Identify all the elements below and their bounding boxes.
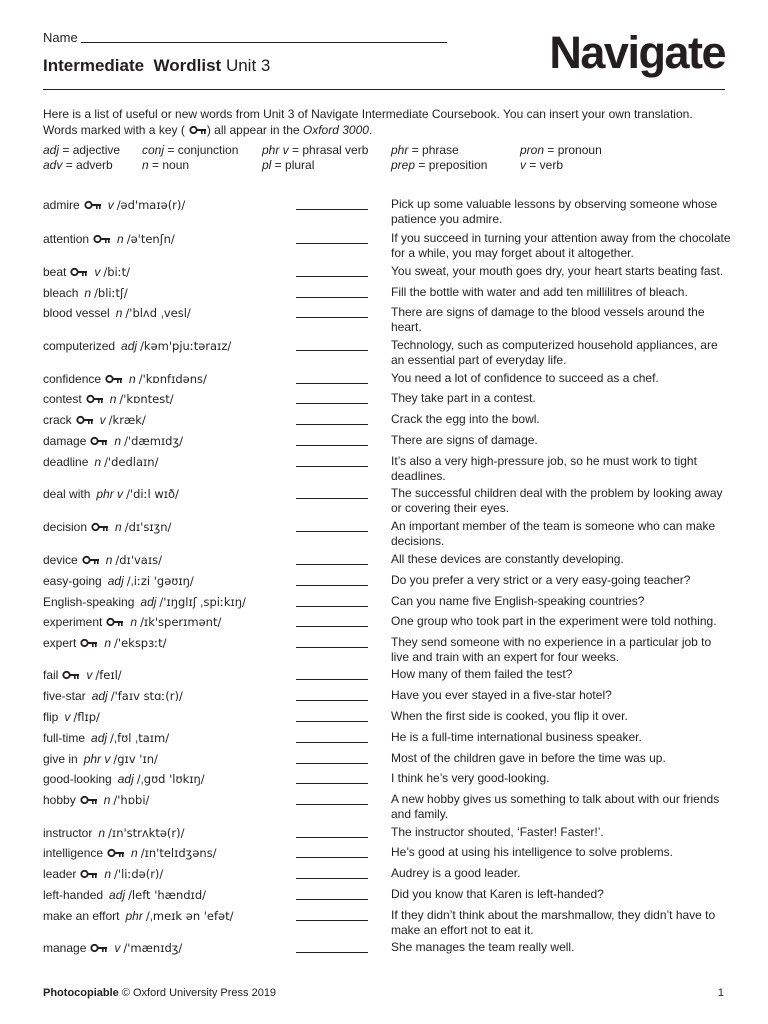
key-icon <box>189 124 207 136</box>
title-unit: Unit 3 <box>225 56 271 75</box>
entry-word: good-looking <box>43 772 112 786</box>
intro-mid: ) all appear in the <box>206 122 303 137</box>
entry-pronunciation: /'ɪŋglɪʃ ˌspiːkɪŋ/ <box>159 595 246 609</box>
entry-headword <box>43 286 128 300</box>
entry-pronunciation: /gɪv 'ɪn/ <box>113 752 158 766</box>
entry-word: device <box>43 553 78 567</box>
entry-word: instructor <box>43 826 93 840</box>
entry-word: deal with <box>43 487 91 501</box>
entry-part-of-speech: n <box>115 520 122 534</box>
entry-word: contest <box>43 392 82 406</box>
entry-headword <box>43 793 149 807</box>
abbreviation-item <box>262 143 368 159</box>
entry-pronunciation: /dɪ'vaɪs/ <box>115 553 162 567</box>
translation-blank[interactable] <box>296 209 368 210</box>
translation-blank[interactable] <box>296 383 368 384</box>
entry-pronunciation: /ˌmeɪk ən 'efət/ <box>145 909 234 923</box>
entry-pronunciation: /kəm'pjuːtəraɪz/ <box>140 339 232 353</box>
abbreviation: adv <box>43 158 63 172</box>
entry-part-of-speech: n <box>103 793 111 807</box>
entry-example: Fill the bottle with water and add ten millilitres of bleach. <box>391 285 688 299</box>
key-icon <box>106 616 124 628</box>
abbreviation: adj <box>43 143 60 157</box>
entry-pronunciation: /əd'maɪə(r)/ <box>116 198 186 212</box>
key-icon <box>107 847 125 859</box>
footer-copyright <box>43 987 276 999</box>
entry-part-of-speech: n <box>104 636 112 650</box>
key-icon <box>93 233 111 245</box>
entry-headword <box>43 888 206 902</box>
abbreviation-item <box>43 143 120 159</box>
translation-blank[interactable] <box>296 243 368 244</box>
translation-blank[interactable] <box>296 317 368 318</box>
intro-post: . <box>368 122 373 137</box>
entry-example: It’s also a very high-pressure job, so he must work to tight deadlines. <box>391 454 697 483</box>
entry-headword <box>43 941 182 955</box>
translation-blank[interactable] <box>296 899 368 900</box>
entry-headword <box>43 710 100 724</box>
entry-example: Audrey is a good leader. <box>391 866 521 880</box>
entry-pronunciation: /ə'tenʃn/ <box>126 232 175 246</box>
entry-part-of-speech: n <box>105 553 113 567</box>
entry-word: deadline <box>43 455 89 469</box>
entry-part-of-speech: n <box>130 615 138 629</box>
abbreviation: conj <box>142 143 165 157</box>
entry-headword <box>43 392 174 406</box>
entry-part-of-speech: adj <box>91 689 108 703</box>
abbreviation-item <box>43 158 113 174</box>
entry-word: English-speaking <box>43 595 135 609</box>
entry-word: bleach <box>43 286 79 300</box>
entry-part-of-speech: v <box>114 941 121 955</box>
translation-blank[interactable] <box>296 783 368 784</box>
intro-text <box>43 107 733 138</box>
entry-part-of-speech: adj <box>117 772 134 786</box>
entry-example: Can you name five English-speaking countries? <box>391 594 645 608</box>
entry-pronunciation: /ˌfʊl ˌtaɪm/ <box>110 731 170 745</box>
key-icon <box>90 435 108 447</box>
entry-headword <box>43 615 221 629</box>
entry-word: leader <box>43 867 77 881</box>
copyright-text: © Oxford University Press 2019 <box>118 987 277 999</box>
entry-example: If you succeed in turning your attention away from the chocolate for a while, you may forget about it altogether. <box>391 231 731 260</box>
entry-part-of-speech: n <box>114 434 122 448</box>
entry-word: confidence <box>43 372 102 386</box>
entry-headword <box>43 826 185 840</box>
abbreviation-item <box>391 158 487 174</box>
page-title <box>43 56 270 76</box>
entry-part-of-speech: phr v <box>96 487 124 501</box>
entry-example: Did you know that Karen is left-handed? <box>391 887 604 901</box>
entry-part-of-speech: n <box>115 306 123 320</box>
entry-headword <box>43 434 183 448</box>
translation-blank[interactable] <box>296 585 368 586</box>
translation-blank[interactable] <box>296 466 368 467</box>
entry-example: Have you ever stayed in a five-star hotel? <box>391 688 612 702</box>
entry-headword <box>43 198 185 212</box>
key-icon <box>82 554 100 566</box>
abbreviation-meaning: = pronoun <box>544 143 602 157</box>
entry-word: manage <box>43 941 87 955</box>
entry-example: You sweat, your mouth goes dry, your heart starts beating fast. <box>391 264 724 278</box>
entry-pronunciation: /'kɒntest/ <box>119 392 174 406</box>
entry-example: There are signs of damage. <box>391 433 538 447</box>
abbreviation: pl <box>262 158 272 172</box>
entry-example: They send someone with no experience in a particular job to live and train with an expert for four weeks. <box>391 635 712 664</box>
entry-example: Crack the egg into the bowl. <box>391 412 540 426</box>
entry-word: crack <box>43 413 72 427</box>
entry-part-of-speech: adj <box>91 731 108 745</box>
entry-example: One group who took part in the experiment were told nothing. <box>391 614 717 628</box>
entry-pronunciation: /'diːl wɪð/ <box>126 487 179 501</box>
entry-word: damage <box>43 434 87 448</box>
entry-pronunciation: /ˌiːzi 'gəʊɪŋ/ <box>126 574 194 588</box>
entry-pronunciation: /left 'hændɪd/ <box>128 888 206 902</box>
entry-headword <box>43 574 194 588</box>
translation-blank[interactable] <box>296 564 368 565</box>
translation-blank[interactable] <box>296 679 368 680</box>
entry-word: five-star <box>43 689 86 703</box>
entry-headword <box>43 772 205 786</box>
key-icon <box>76 414 94 426</box>
abbreviation-meaning: = adjective <box>59 143 121 157</box>
translation-blank[interactable] <box>296 700 368 701</box>
entry-pronunciation: /'kɒnfɪdəns/ <box>138 372 207 386</box>
entry-headword <box>43 339 231 353</box>
abbreviation-item <box>520 143 602 159</box>
abbreviation: phr <box>391 143 409 157</box>
abbreviation: n <box>142 158 149 172</box>
translation-blank[interactable] <box>296 424 368 425</box>
abbreviation-item <box>142 143 238 159</box>
abbreviation-meaning: = noun <box>148 158 190 172</box>
key-icon <box>84 199 102 211</box>
abbreviation-meaning: = conjunction <box>164 143 239 157</box>
entry-example: An important member of the team is someone who can make decisions. <box>391 519 716 548</box>
translation-blank[interactable] <box>296 445 368 446</box>
translation-blank[interactable] <box>296 804 368 805</box>
entry-word: full-time <box>43 731 86 745</box>
translation-blank[interactable] <box>296 606 368 607</box>
translation-blank[interactable] <box>296 742 368 743</box>
entry-part-of-speech: adj <box>107 574 124 588</box>
intro-pre: Words marked with a key ( <box>43 122 185 137</box>
abbreviation-item <box>262 158 314 174</box>
translation-blank[interactable] <box>296 952 368 953</box>
entry-part-of-speech: n <box>84 286 92 300</box>
entry-example: I think he’s very good-looking. <box>391 771 550 785</box>
key-icon <box>80 794 98 806</box>
entry-part-of-speech: n <box>129 372 136 386</box>
entry-part-of-speech: n <box>131 846 138 860</box>
entry-example: When the first side is cooked, you flip it over. <box>391 709 628 723</box>
abbreviation-item <box>142 158 189 174</box>
entry-pronunciation: /ɪn'strʌktə(r)/ <box>108 826 185 840</box>
entry-word: give in <box>43 752 78 766</box>
translation-blank[interactable] <box>296 837 368 838</box>
key-icon <box>70 266 88 278</box>
entry-example: Do you prefer a very strict or a very easy-going teacher? <box>391 573 691 587</box>
entry-word: intelligence <box>43 846 104 860</box>
entry-word: fail <box>43 668 59 682</box>
entry-headword <box>43 752 158 766</box>
entry-example: You need a lot of confidence to succeed as a chef. <box>391 371 659 385</box>
entry-headword <box>43 636 166 650</box>
entry-word: easy-going <box>43 574 102 588</box>
entry-part-of-speech: adj <box>140 595 157 609</box>
entry-example: How many of them failed the test? <box>391 667 573 681</box>
entry-example: The successful children deal with the problem by looking away or covering their eyes. <box>391 486 723 515</box>
entry-pronunciation: /biːt/ <box>103 265 130 279</box>
entry-pronunciation: /ˌgʊd 'lʊkɪŋ/ <box>136 772 205 786</box>
entry-headword <box>43 867 163 881</box>
page-number: 1 <box>717 987 724 999</box>
translation-blank[interactable] <box>296 297 368 298</box>
abbreviation-item <box>520 158 563 174</box>
entry-pronunciation: /'faɪv stɑː(r)/ <box>110 689 183 703</box>
entry-pronunciation: /'mænɪdʒ/ <box>123 941 183 955</box>
entry-pronunciation: /'dedlaɪn/ <box>104 455 159 469</box>
entry-pronunciation: /feɪl/ <box>95 668 122 682</box>
entry-part-of-speech: n <box>109 392 117 406</box>
entry-example: He’s good at using his intelligence to solve problems. <box>391 845 673 859</box>
entry-headword <box>43 455 158 469</box>
abbreviation-meaning: = verb <box>526 158 564 172</box>
entry-word: left-handed <box>43 888 104 902</box>
entry-pronunciation: /ɪk'sperɪmənt/ <box>140 615 222 629</box>
intro-line-1: Here is a list of useful or new words from Unit 3 of Navigate Intermediate Coursebook. You can insert your own translation. <box>43 107 693 121</box>
entry-pronunciation: /flɪp/ <box>73 710 100 724</box>
entry-example: She manages the team really well. <box>391 940 575 954</box>
entry-word: computerized <box>43 339 116 353</box>
entry-part-of-speech: phr v <box>83 752 111 766</box>
abbreviation-meaning: = plural <box>271 158 315 172</box>
key-icon <box>62 669 80 681</box>
entry-word: hobby <box>43 793 76 807</box>
abbreviation: pron <box>520 143 545 157</box>
entry-example: Technology, such as computerized household appliances, are an essential part of everyday life. <box>391 338 718 367</box>
abbreviation: prep <box>391 158 416 172</box>
entry-word: attention <box>43 232 90 246</box>
entry-headword <box>43 487 179 501</box>
key-icon <box>90 942 108 954</box>
abbreviation-meaning: = phrasal verb <box>288 143 369 157</box>
name-line <box>81 42 447 43</box>
translation-blank[interactable] <box>296 498 368 499</box>
key-icon <box>86 393 104 405</box>
entry-example: A new hobby gives us something to talk about with our friends and family. <box>391 792 720 821</box>
entry-pronunciation: /ɪn'telɪdʒəns/ <box>140 846 217 860</box>
intro-line-2 <box>43 123 733 139</box>
translation-blank[interactable] <box>296 647 368 648</box>
translation-blank[interactable] <box>296 857 368 858</box>
entry-word: flip <box>43 710 59 724</box>
entry-headword <box>43 265 130 279</box>
translation-blank[interactable] <box>296 403 368 404</box>
title-wordlist: Intermediate Wordlist <box>43 56 222 75</box>
entry-example: Most of the children gave in before the time was up. <box>391 751 666 765</box>
translation-blank[interactable] <box>296 763 368 764</box>
entry-part-of-speech: v <box>107 198 114 212</box>
abbreviation-meaning: = preposition <box>415 158 488 172</box>
entry-example: Pick up some valuable lessons by observing someone whose patience you admire. <box>391 197 718 226</box>
entry-word: make an effort <box>43 909 120 923</box>
translation-blank[interactable] <box>296 350 368 351</box>
entry-pronunciation: /'hɒbi/ <box>113 793 150 807</box>
entry-pronunciation: /dɪ'sɪʒn/ <box>124 520 172 534</box>
entry-word: beat <box>43 265 67 279</box>
entry-part-of-speech: n <box>94 455 102 469</box>
translation-blank[interactable] <box>296 531 368 532</box>
entry-headword <box>43 306 191 320</box>
entry-word: expert <box>43 636 77 650</box>
entry-part-of-speech: n <box>98 826 106 840</box>
entry-headword <box>43 520 171 534</box>
translation-blank[interactable] <box>296 626 368 627</box>
abbreviation: v <box>520 158 526 172</box>
translation-blank[interactable] <box>296 276 368 277</box>
entry-headword <box>43 413 146 427</box>
intro-oxford3000: Oxford 3000 <box>302 122 369 137</box>
entry-headword <box>43 909 234 923</box>
entry-part-of-speech: adj <box>121 339 138 353</box>
entry-example: If they didn’t think about the marshmallow, they didn’t have to make an effort not to eat it. <box>391 908 716 937</box>
entry-part-of-speech: v <box>99 413 106 427</box>
brand-logo: Navigate <box>549 27 725 78</box>
entry-word: decision <box>43 520 88 534</box>
entry-pronunciation: /'ekspɜːt/ <box>114 636 167 650</box>
photocopiable-label: Photocopiable <box>43 987 119 999</box>
entry-example: They take part in a contest. <box>391 391 536 405</box>
entry-example: He is a full-time international business speaker. <box>391 730 642 744</box>
entry-pronunciation: /bliːtʃ/ <box>94 286 128 300</box>
entry-part-of-speech: n <box>104 867 112 881</box>
translation-blank[interactable] <box>296 721 368 722</box>
entry-part-of-speech: phr <box>125 909 143 923</box>
entry-word: admire <box>43 198 80 212</box>
entry-example: All these devices are constantly developing. <box>391 552 624 566</box>
entry-part-of-speech: v <box>86 668 93 682</box>
entry-part-of-speech: v <box>94 265 101 279</box>
entry-headword <box>43 553 162 567</box>
key-icon <box>91 521 109 533</box>
entry-headword <box>43 232 175 246</box>
entry-part-of-speech: adj <box>109 888 126 902</box>
entry-example: The instructor shouted, ‘Faster! Faster!’. <box>391 825 604 839</box>
entry-headword <box>43 731 169 745</box>
key-icon <box>80 868 98 880</box>
entry-headword <box>43 372 207 386</box>
entry-part-of-speech: n <box>117 232 124 246</box>
entry-headword <box>43 595 246 609</box>
entry-word: experiment <box>43 615 103 629</box>
entry-headword <box>43 668 122 682</box>
translation-blank[interactable] <box>296 878 368 879</box>
entry-headword <box>43 846 217 860</box>
entry-pronunciation: /'blʌd ˌvesl/ <box>125 306 191 320</box>
entry-pronunciation: /kræk/ <box>108 413 146 427</box>
entry-word: blood vessel <box>43 306 110 320</box>
abbreviation-meaning: = adverb <box>62 158 113 172</box>
translation-blank[interactable] <box>296 920 368 921</box>
entry-pronunciation: /'dæmɪdʒ/ <box>124 434 183 448</box>
name-label: Name <box>43 30 78 45</box>
key-icon <box>105 373 123 385</box>
abbreviation-item <box>391 143 459 159</box>
entry-headword <box>43 689 183 703</box>
entry-part-of-speech: v <box>64 710 71 724</box>
entry-pronunciation: /'liːdə(r)/ <box>114 867 164 881</box>
entry-example: There are signs of damage to the blood vessels around the heart. <box>391 305 705 334</box>
abbreviation: phr v <box>262 143 289 157</box>
header-rule <box>43 89 725 90</box>
abbreviation-meaning: = phrase <box>408 143 459 157</box>
key-icon <box>80 637 98 649</box>
